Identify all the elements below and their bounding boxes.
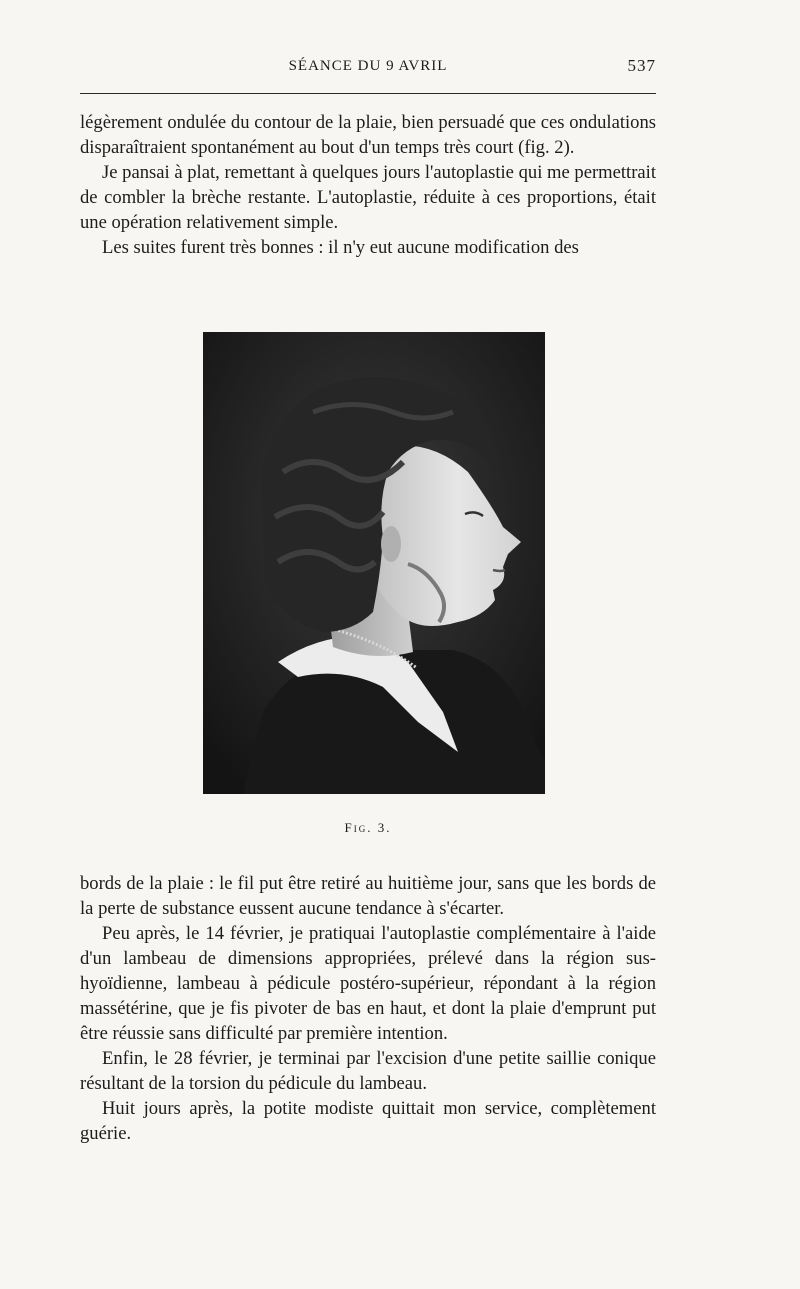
- paragraph: Huit jours après, la potite modiste quittait mon service, complètement guérie.: [80, 1098, 656, 1144]
- portrait-illustration: [203, 332, 545, 794]
- paragraph: Enfin, le 28 février, je terminai par l'excision d'une petite saillie conique résultant de la torsion du pédicule du lambeau.: [80, 1048, 656, 1094]
- header-rule: [80, 93, 656, 94]
- paragraph: Peu après, le 14 février, je pratiquai l'autoplastie complémentaire à l'aide d'un lambeau de dimensions appropriées, prélevé dans la région sus-hyoïdienne, lambeau à pédicule postéro-supérieur, répondant à la région massétérine, que je fis pivoter de bas en haut, et dont la plaie d'emprunt put être réussie sans difficulté par première intention.: [80, 923, 656, 1044]
- paragraph: Les suites furent très bonnes : il n'y eut aucune modification des: [102, 237, 579, 258]
- paragraph: légèrement ondulée du contour de la plaie, bien persuadé que ces ondulations disparaîtraient spontanément au bout d'un temps très court (fig. 2).: [80, 112, 656, 158]
- body-text-top: [80, 110, 656, 260]
- paragraph: Je pansai à plat, remettant à quelques jours l'autoplastie qui me permettrait de combler la brèche restante. L'autoplastie, réduite à ces proportions, était une opération relativement simple.: [80, 162, 656, 233]
- page-number: 537: [627, 56, 656, 75]
- paragraph: bords de la plaie : le fil put être retiré au huitième jour, sans que les bords de la perte de substance eussent aucune tendance à s'écarter.: [80, 873, 656, 919]
- body-text-bottom: [80, 871, 656, 1146]
- running-title: SÉANCE DU 9 AVRIL: [288, 58, 448, 74]
- page-header: [80, 52, 656, 80]
- figure-caption: Fig. 3.: [344, 820, 392, 835]
- portrait-photograph: [203, 332, 545, 794]
